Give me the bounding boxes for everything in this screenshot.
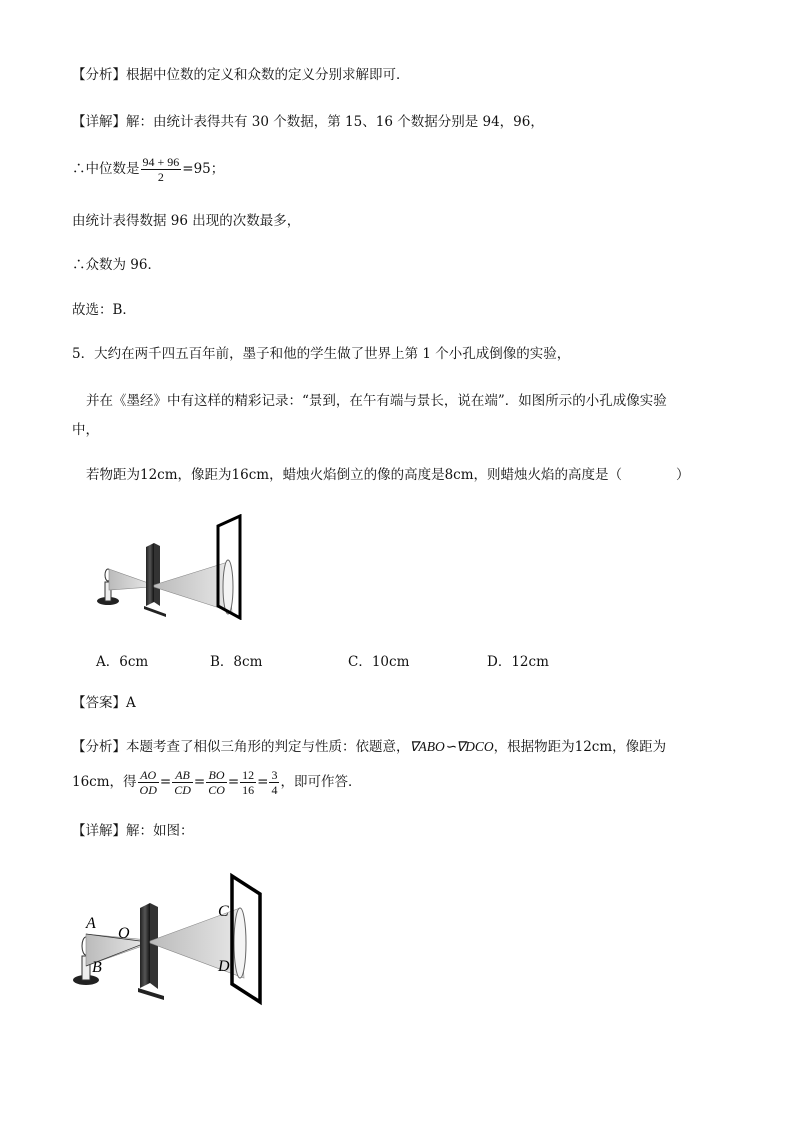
option-d: D．12cm [487, 654, 549, 670]
question-5-line-1: 5．大约在两千四五百年前，墨子和他的学生做了世界上第 1 个小孔成倒像的实验， [72, 346, 571, 362]
frac-den: 4 [271, 783, 278, 797]
detail2-text: 解：如图： [126, 823, 194, 839]
analysis-paragraph-2 [72, 738, 666, 756]
frac-den: OD [139, 783, 157, 797]
detail-paragraph-2 [72, 822, 194, 840]
ratio-ab-cd [172, 768, 193, 797]
option-b: B．8cm [210, 654, 263, 670]
median-numerator: 94 + 96 [142, 155, 180, 169]
ratio-bo-co [206, 768, 227, 797]
similar-triangles: ∇ABO∽∇DCO [409, 739, 494, 754]
median-denominator: 2 [157, 170, 164, 184]
detail-paragraph-1 [72, 113, 544, 131]
ratio-ao-od [138, 768, 159, 797]
detail2-tag: 【详解】 [72, 823, 126, 839]
median-prefix: ∴中位数是 [72, 161, 140, 177]
analysis-paragraph-1 [72, 66, 410, 84]
option-a: A．6cm [96, 654, 149, 670]
label-d: D [218, 958, 230, 975]
frac-num: AO [138, 768, 159, 783]
analysis2-text-1: 本题考查了相似三角形的判定与性质：依题意， [126, 739, 410, 755]
label-c: C [218, 903, 229, 920]
analysis-tag: 【分析】 [72, 67, 126, 83]
mode-line: 由统计表得数据 96 出现的次数最多， [72, 213, 301, 229]
choice-line: 故选：B． [72, 302, 136, 318]
question-5-line-2: 并在《墨经》中有这样的精彩记录：“景到，在午有端与景长，说在端”．如图所示的小孔成像实验 [86, 393, 667, 409]
detail-tag: 【详解】 [72, 114, 126, 130]
median-line [72, 152, 224, 186]
answer-line [72, 694, 136, 712]
ratio-12-16 [240, 768, 256, 797]
pinhole-figure [96, 514, 246, 620]
label-o: O [118, 925, 130, 942]
median-fraction [141, 155, 182, 184]
analysis-text: 根据中位数的定义和众数的定义分别求解即可． [126, 67, 410, 83]
frac-den: CD [174, 783, 191, 797]
ratio-line: 16cm，得 $\frac{AO}{OD}$ = $\frac{AB}{CD}$ = $\frac{BO}{CO}$ = $\frac{12}{16}$ = $\frac{3}{4}$ ，即可作答． [72, 768, 362, 797]
label-a: A [86, 915, 96, 932]
detail-text: 解：由统计表得共有 30 个数据，第 15、16 个数据分别是 94，96， [126, 114, 544, 130]
answer-tag: 【答案】 [72, 695, 126, 711]
analysis2-text-2: ，根据物距为12cm，像距为 [493, 739, 667, 755]
question-5-line-4: 若物距为12cm，像距为16cm，蜡烛火焰倒立的像的高度是8cm，则蜡烛火焰的高度是（ ） [86, 467, 690, 483]
mode-result: ∴众数为 96． [72, 257, 161, 273]
frac-den: 16 [242, 783, 255, 797]
question-5-line-3: 中， [72, 422, 99, 438]
frac-num: 12 [242, 768, 255, 782]
frac-num: AB [172, 768, 193, 783]
frac-den: CO [208, 783, 225, 797]
ratio-suffix: ，即可作答． [280, 774, 362, 790]
median-suffix: =95； [182, 161, 225, 177]
analysis2-tag: 【分析】 [72, 739, 126, 755]
pinhole-plate [140, 903, 150, 988]
ratio-3-4 [269, 768, 279, 797]
answer-text: A [126, 695, 136, 711]
labeled-pinhole-figure [72, 868, 264, 1006]
frac-num: BO [206, 768, 227, 783]
frac-num: 3 [271, 768, 278, 782]
pinhole-plate [146, 543, 154, 606]
option-c: C．10cm [348, 654, 410, 670]
ratio-prefix: 16cm，得 [72, 774, 137, 790]
label-b: B [92, 959, 102, 976]
